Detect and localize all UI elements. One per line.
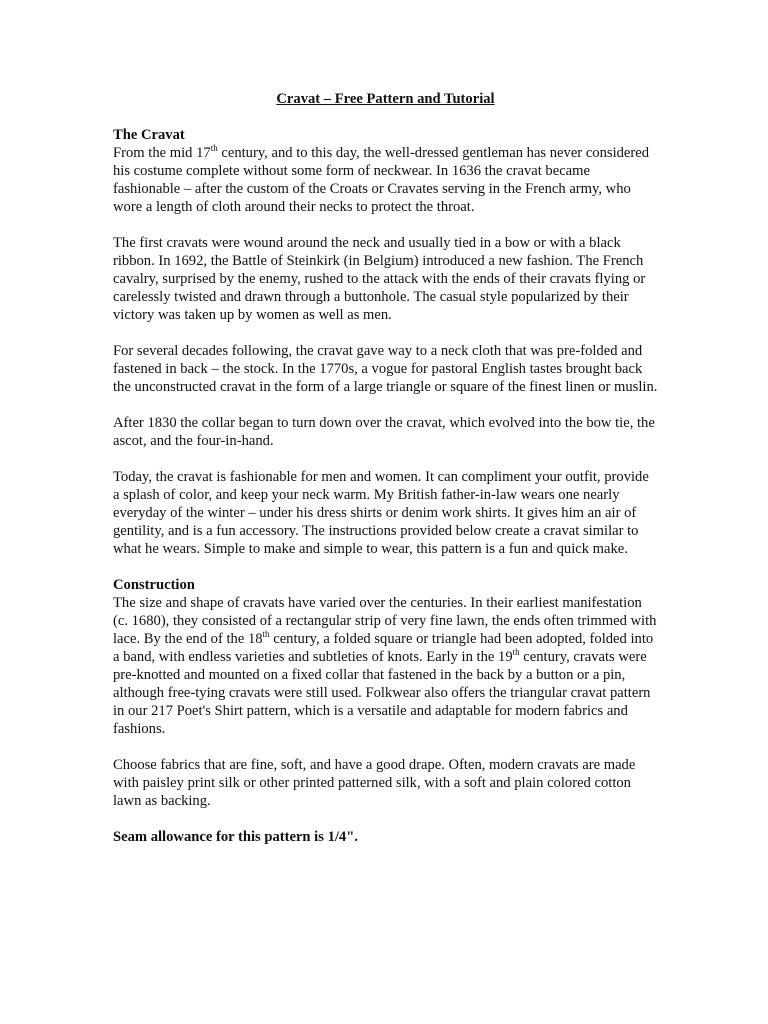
- section-heading-construction: Construction: [113, 577, 195, 593]
- superscript: th: [512, 647, 520, 658]
- paragraph-today: Today, the cravat is fashionable for men and women. It can compliment your outfit, provide a splash of color, and keep your neck warm. My British father-in-law wears one nearly everyday of the winter – under his dress shirts or denim work shirts. It gives him an air of gentility, and is a fun accessory. The instructions provided below create a cravat similar to what he wears. Simple to make and simple to wear, this pattern is a fun and quick make.: [113, 469, 649, 557]
- paragraph-text: The size and shape of cravats have varied over the centuries. In their earliest manifestation (c. 1680), they consisted of a rectangular strip of very fine lawn, the ends often trimmed with lace. By the end of the 18: [113, 595, 657, 647]
- seam-allowance-note: Seam allowance for this pattern is 1/4".: [113, 829, 358, 845]
- paragraph-after-1830: After 1830 the collar began to turn down over the cravat, which evolved into the bow tie, the ascot, and the four-in-hand.: [113, 415, 655, 449]
- document-title: Cravat – Free Pattern and Tutorial: [276, 91, 495, 107]
- superscript: th: [210, 143, 218, 154]
- paragraph-cravat-history: [113, 144, 658, 216]
- paragraph-text: century, and to this day, the well-dressed gentleman has never considered his costume complete without some form of neckwear. In 1636 the cravat became fashionable – after the custom of the Croats or Cravates serving in the French army, who wore a length of cloth around their necks to protect the throat.: [113, 145, 650, 215]
- section-heading-the-cravat: The Cravat: [113, 127, 185, 143]
- paragraph-stock: For several decades following, the cravat gave way to a neck cloth that was pre-folded and fastened in back – the stock. In the 1770s, a vogue for pastoral English tastes brought back the unconstructed cravat in the form of a large triangle or square of the finest linen or muslin.: [113, 343, 658, 395]
- paragraph-text: century, a folded square or triangle had been adopted, folded into a band, with endless varieties and subtleties of knots. Early in the 19: [113, 631, 654, 665]
- paragraph-first-cravats: The first cravats were wound around the neck and usually tied in a bow or with a black ribbon. In 1692, the Battle of Steinkirk (in Belgium) introduced a new fashion. The French cavalry, surprised by the enemy, rushed to the attack with the ends of their cravats flying or carelessly twisted and drawn through a buttonhole. The casual style popularized by their victory was taken up by women as well as men.: [113, 235, 646, 323]
- paragraph-fabrics: Choose fabrics that are fine, soft, and have a good drape. Often, modern cravats are made with paisley print silk or other printed patterned silk, with a soft and plain colored cotton lawn as backing.: [113, 757, 636, 809]
- superscript: th: [262, 629, 270, 640]
- paragraph-text: century, cravats were pre-knotted and mounted on a fixed collar that fastened in the back by a button or a pin, although free-tying cravats were still used. Folkwear also offers the triangular cravat pattern in our 217 Poet's Shirt pattern, which is a versatile and adaptable for modern fabrics and fashions.: [113, 649, 651, 737]
- document-page: [113, 90, 658, 846]
- paragraph-text: From the mid 17: [113, 145, 211, 161]
- paragraph-construction-history: [113, 594, 658, 738]
